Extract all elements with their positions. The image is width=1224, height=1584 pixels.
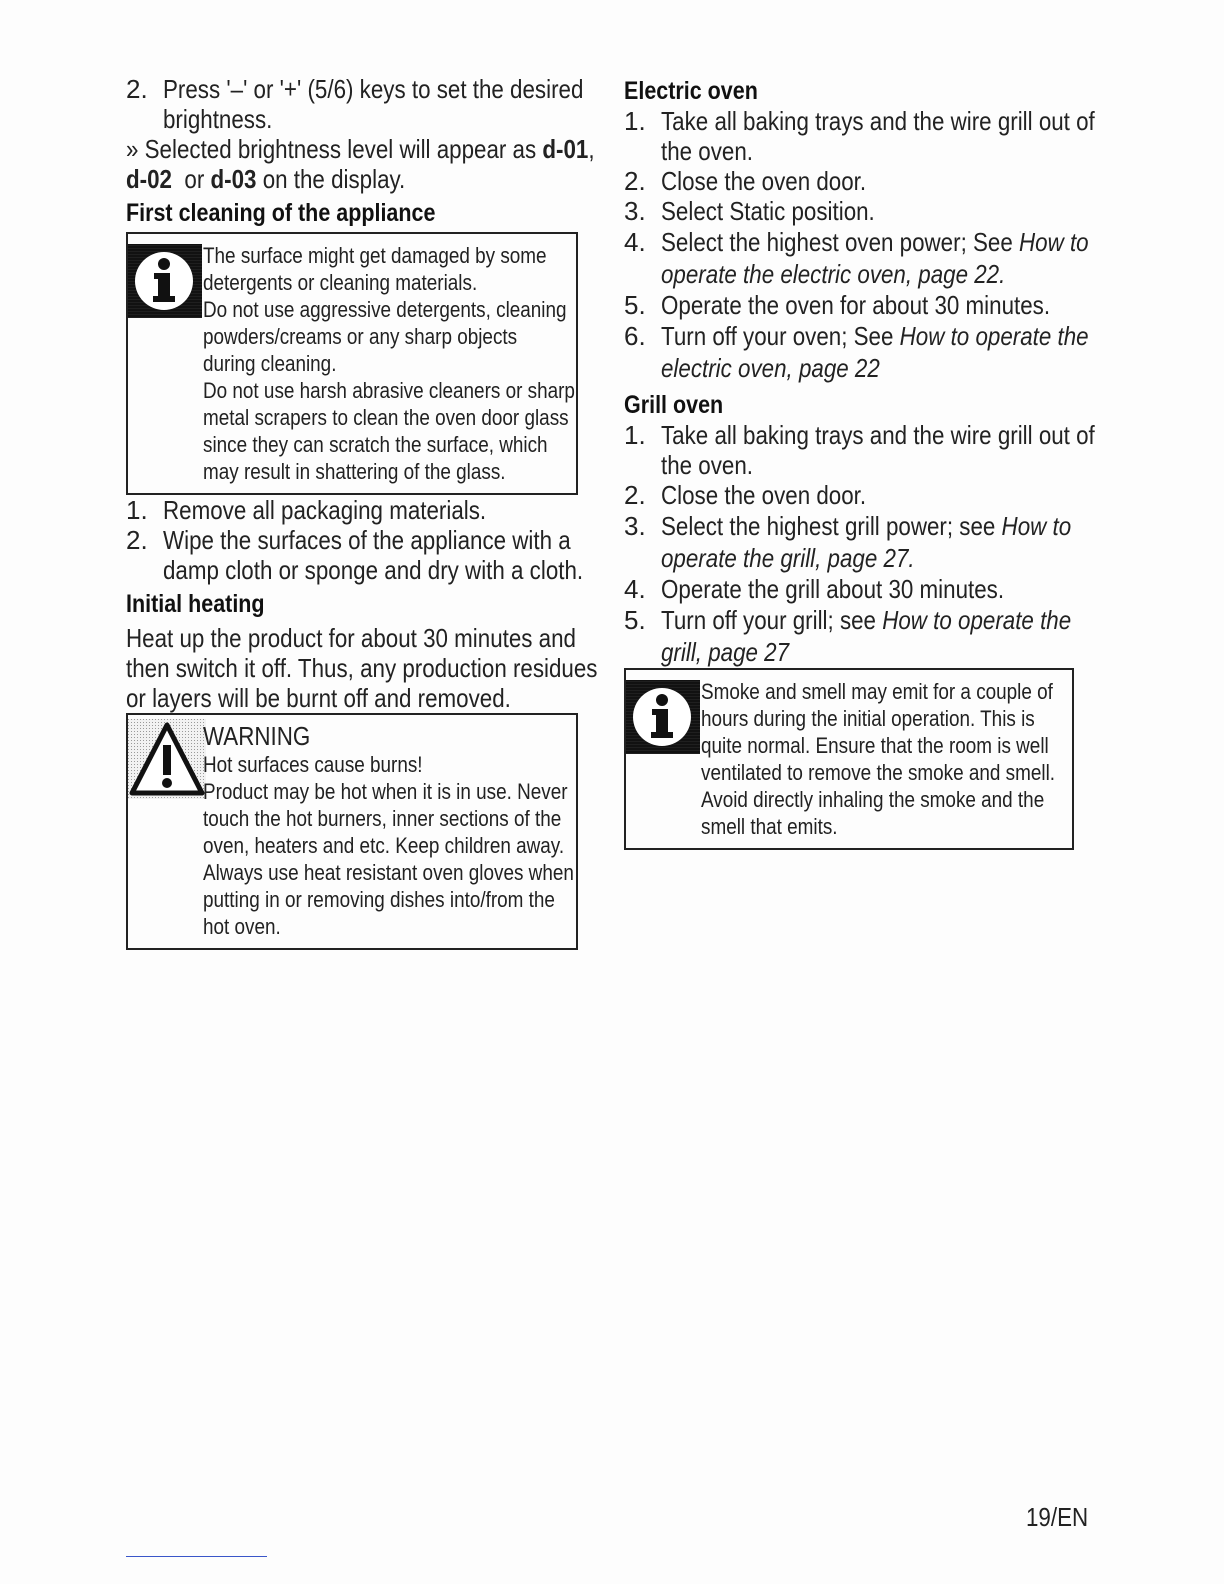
grill-step-4: 4. Operate the grill about 30 minutes. (624, 574, 1005, 604)
electric-step-3: 3. Select Static position. (624, 196, 875, 226)
electric-step-5: 5. Operate the oven for about 30 minutes. (624, 290, 1051, 320)
footer-rule (126, 1556, 267, 1557)
display-code-d01: d-01 (542, 134, 589, 164)
cleaning-step-2: 2. Wipe the surfaces of the appliance with a damp cloth or sponge and dry with a cloth. (126, 525, 584, 585)
display-code-d02: d-02 (126, 164, 172, 194)
minus-key: '–' (226, 74, 248, 104)
electric-step-1: 1. Take all baking trays and the wire grill out of the oven. (624, 106, 1095, 166)
cross-reference-link: How to operate the (899, 321, 1089, 351)
warning-triangle-icon (128, 719, 206, 799)
right-column (624, 74, 1095, 850)
grill-step-1: 1. Take all baking trays and the wire grill out of the oven. (624, 420, 1095, 480)
brightness-step-2: 2. Press '–' or '+' (5/6) keys to set the desired brightness. (126, 74, 584, 134)
initial-heating-body: Heat up the product for about 30 minutes and then switch it off. Thus, any production residues or layers will be burnt off and removed. (126, 623, 598, 713)
initial-heating-heading: Initial heating (126, 590, 265, 618)
electric-step-6: 6. Turn off your oven; See How to operate the electric oven, page 22 (624, 321, 1089, 383)
plus-key: '+' (279, 74, 302, 104)
cross-reference-link: How to operate the (882, 605, 1072, 635)
warning-title: WARNING (203, 721, 311, 751)
grill-step-5: 5. Turn off your grill; see How to operate the grill, page 27 (624, 605, 1072, 667)
cross-reference-link: How to (1001, 511, 1072, 541)
page-number: 19/EN (1026, 1502, 1089, 1532)
display-code-d03: d-03 (210, 164, 257, 194)
left-column (126, 74, 598, 950)
electric-step-4: 4. Select the highest oven power; See How to operate the electric oven, page 22. (624, 227, 1089, 289)
brightness-selected-note: » Selected brightness level will appear as d-01, d-02 or d-03 on the display. (126, 134, 595, 194)
cross-reference-link: electric oven, page 22 (661, 353, 880, 383)
electric-step-2: 2. Close the oven door. (624, 166, 867, 196)
cross-reference-link: operate the electric oven, page 22. (661, 259, 1006, 289)
first-cleaning-info-box: The surface might get damaged by some detergents or cleaning materials. Do not use aggressive detergents, cleaning powders/creams or any sharp objects during cleaning. Do not use harsh abrasive cleaners or sharp metal scrapers to clean the oven door glass since they can scratch the surface, which may result in shattering of the glass. (126, 232, 578, 495)
cross-reference-link: operate the grill, page 27. (661, 543, 915, 573)
cross-reference-link: grill, page 27 (661, 637, 790, 667)
info-icon (128, 244, 202, 318)
info-icon (626, 680, 700, 754)
grill-step-3: 3. Select the highest grill power; see How to operate the grill, page 27. (624, 511, 1072, 573)
cross-reference-link: How to (1019, 227, 1089, 257)
electric-oven-heading: Electric oven (624, 77, 758, 105)
grill-oven-heading: Grill oven (624, 391, 724, 419)
first-cleaning-heading: First cleaning of the appliance (126, 199, 436, 227)
grill-step-2: 2. Close the oven door. (624, 480, 867, 510)
warning-box: WARNING Hot surfaces cause burns! Product may be hot when it is in use. Never touch the hot burners, inner sections of the oven, heaters and etc. Keep children away. Always use heat resistant oven gloves when putting in or removing dishes into/from the hot oven. (126, 713, 578, 950)
cleaning-step-1: 1. Remove all packaging materials. (126, 495, 487, 525)
smoke-info-box: Smoke and smell may emit for a couple of hours during the initial operation. This is quite normal. Ensure that the room is well ventilated to remove the smoke and smell. Avoid directly inhaling the smoke and the smell that emits. (624, 668, 1074, 850)
